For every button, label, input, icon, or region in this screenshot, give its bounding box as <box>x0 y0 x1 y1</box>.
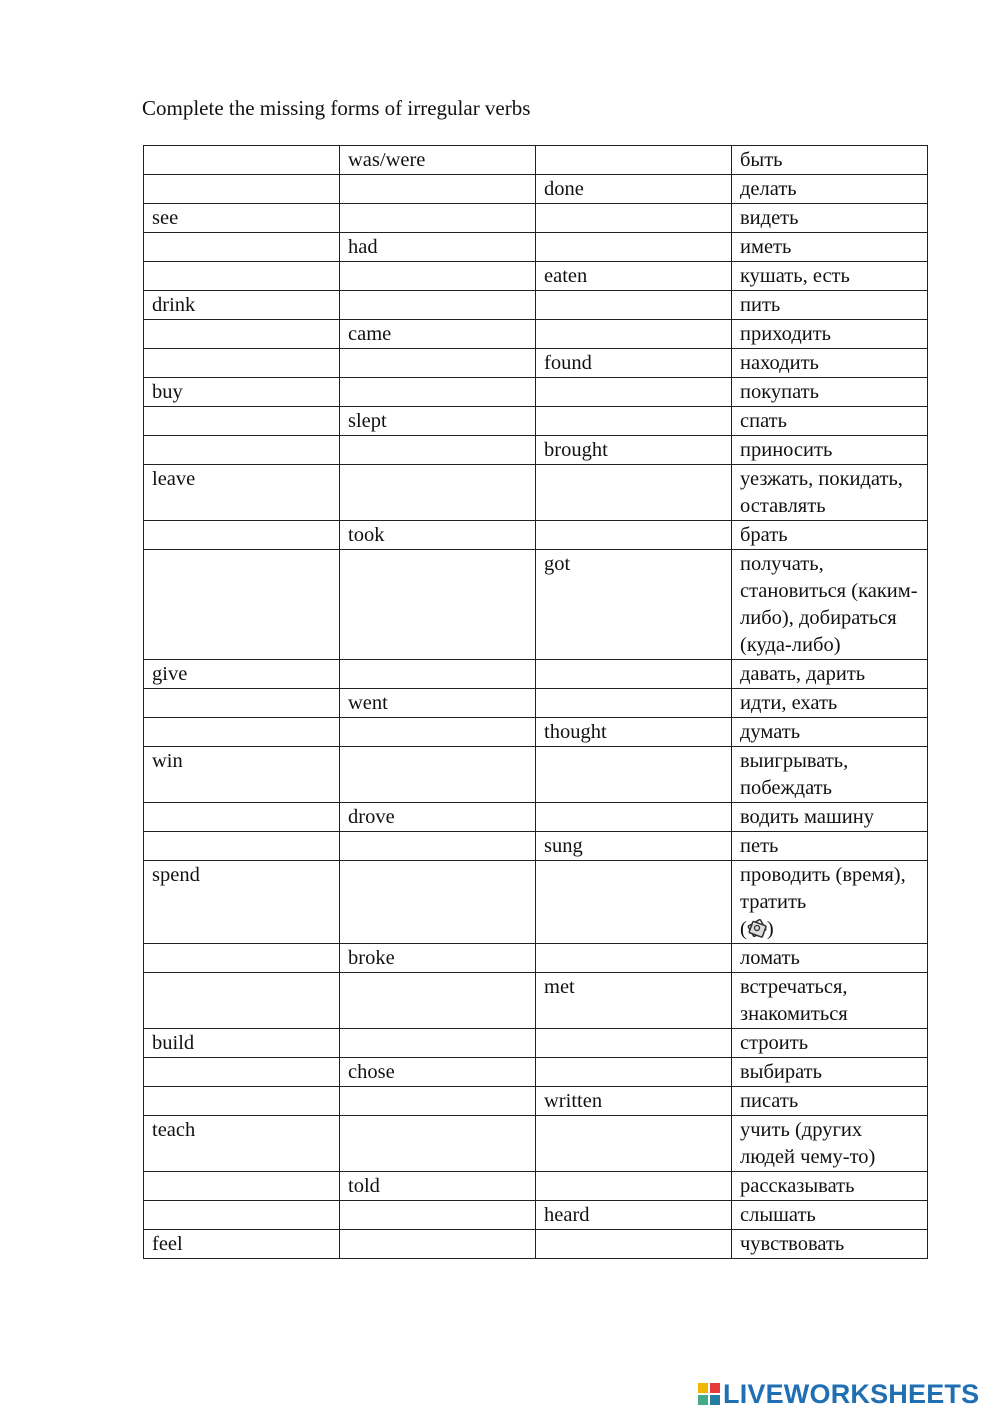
past-participle-text: heard <box>544 1204 590 1226</box>
translation-cell <box>732 1230 928 1259</box>
past-participle-cell[interactable] <box>536 803 732 832</box>
base-form-cell <box>144 1029 340 1058</box>
money-icon <box>747 918 767 938</box>
base-form-cell[interactable] <box>144 689 340 718</box>
past-participle-cell[interactable] <box>536 521 732 550</box>
table-row <box>144 1201 928 1230</box>
translation-text: думать <box>740 721 801 743</box>
translation-text: идти, ехать <box>740 692 838 714</box>
table-row <box>144 320 928 349</box>
translation-text: делать <box>740 178 797 200</box>
table-row <box>144 349 928 378</box>
past-participle-text: done <box>544 178 584 200</box>
past-simple-cell <box>340 1058 536 1087</box>
translation-cell <box>732 689 928 718</box>
translation-text: иметь <box>740 236 792 258</box>
past-simple-cell <box>340 320 536 349</box>
translation-text: встречаться, знакомиться <box>740 976 848 1025</box>
translation-text: строить <box>740 1032 809 1054</box>
base-form-text: buy <box>152 381 183 403</box>
translation-cell <box>732 436 928 465</box>
base-form-text: give <box>152 663 188 685</box>
translation-cell <box>732 944 928 973</box>
translation-cell <box>732 320 928 349</box>
table-row <box>144 1087 928 1116</box>
past-participle-text: brought <box>544 439 608 461</box>
base-form-cell <box>144 861 340 944</box>
past-simple-text: had <box>348 236 378 258</box>
table-row <box>144 1116 928 1172</box>
past-simple-cell[interactable] <box>340 349 536 378</box>
translation-text: находить <box>740 352 819 374</box>
past-simple-cell[interactable] <box>340 262 536 291</box>
translation-cell <box>732 262 928 291</box>
past-simple-cell[interactable] <box>340 1230 536 1259</box>
translation-text: выигрывать, побеждать <box>740 750 849 799</box>
table-row <box>144 973 928 1029</box>
translation-text: видеть <box>740 207 799 229</box>
translation-cell: проводить (время), тратить ( ) <box>732 861 928 944</box>
table-row <box>144 1172 928 1201</box>
table-row <box>144 689 928 718</box>
table-row <box>144 747 928 803</box>
translation-text: чувствовать <box>740 1233 845 1255</box>
past-simple-cell[interactable] <box>340 1116 536 1172</box>
base-form-cell[interactable] <box>144 146 340 175</box>
past-simple-cell <box>340 233 536 262</box>
table-row <box>144 378 928 407</box>
past-participle-text: got <box>544 553 571 575</box>
past-participle-cell[interactable] <box>536 689 732 718</box>
past-simple-text: chose <box>348 1061 395 1083</box>
base-form-cell <box>144 291 340 320</box>
translation-cell <box>732 550 928 660</box>
translation-cell <box>732 1201 928 1230</box>
base-form-cell <box>144 465 340 521</box>
base-form-text: leave <box>152 468 196 490</box>
past-simple-text: drove <box>348 806 395 828</box>
translation-text: давать, дарить <box>740 663 866 685</box>
translation-cell <box>732 175 928 204</box>
past-simple-cell <box>340 407 536 436</box>
base-form-cell[interactable] <box>144 1201 340 1230</box>
past-participle-cell <box>536 832 732 861</box>
translation-text: спать <box>740 410 787 432</box>
base-form-cell[interactable] <box>144 718 340 747</box>
translation-text: выбирать <box>740 1061 822 1083</box>
past-participle-cell <box>536 436 732 465</box>
table-row <box>144 803 928 832</box>
translation-text: получать, становиться (каким-либо), добираться (куда-либо) <box>740 553 918 656</box>
past-participle-cell[interactable] <box>536 320 732 349</box>
past-participle-text: written <box>544 1090 603 1112</box>
base-form-cell <box>144 204 340 233</box>
past-participle-cell[interactable] <box>536 1058 732 1087</box>
translation-cell <box>732 973 928 1029</box>
base-form-text: teach <box>152 1119 196 1141</box>
translation-cell <box>732 1087 928 1116</box>
base-form-cell[interactable] <box>144 233 340 262</box>
table-row <box>144 465 928 521</box>
base-form-text: build <box>152 1032 195 1054</box>
base-form-cell <box>144 747 340 803</box>
irregular-verbs-table <box>143 145 928 1259</box>
past-simple-cell[interactable] <box>340 718 536 747</box>
translation-cell <box>732 204 928 233</box>
translation-cell <box>732 1172 928 1201</box>
translation-cell <box>732 1029 928 1058</box>
base-form-text: drink <box>152 294 196 316</box>
past-simple-text: was/were <box>348 149 426 171</box>
past-participle-cell[interactable] <box>536 291 732 320</box>
past-participle-cell <box>536 1201 732 1230</box>
base-form-cell[interactable] <box>144 320 340 349</box>
base-form-cell <box>144 378 340 407</box>
translation-cell <box>732 660 928 689</box>
past-simple-cell <box>340 803 536 832</box>
base-form-text: spend <box>152 864 200 886</box>
base-form-cell <box>144 660 340 689</box>
past-simple-cell[interactable] <box>340 436 536 465</box>
worksheet-title: Complete the missing forms of irregular verbs <box>142 96 531 120</box>
past-participle-cell <box>536 550 732 660</box>
past-simple-cell <box>340 689 536 718</box>
translation-cell <box>732 521 928 550</box>
liveworksheets-logo-icon <box>697 1382 721 1406</box>
base-form-cell[interactable] <box>144 436 340 465</box>
translation-text: ломать <box>740 947 800 969</box>
past-simple-cell <box>340 146 536 175</box>
translation-cell <box>732 747 928 803</box>
base-form-text: feel <box>152 1233 183 1255</box>
translation-cell <box>732 233 928 262</box>
past-simple-text: came <box>348 323 392 345</box>
past-participle-cell <box>536 262 732 291</box>
past-participle-text: met <box>544 976 575 998</box>
past-participle-cell <box>536 175 732 204</box>
translation-cell <box>732 146 928 175</box>
past-simple-cell[interactable] <box>340 747 536 803</box>
table-row <box>144 1029 928 1058</box>
base-form-cell[interactable] <box>144 521 340 550</box>
past-simple-cell[interactable] <box>340 973 536 1029</box>
past-simple-text: took <box>348 524 385 546</box>
past-simple-cell[interactable] <box>340 378 536 407</box>
translation-text: приносить <box>740 439 833 461</box>
base-form-cell[interactable] <box>144 944 340 973</box>
table-row <box>144 660 928 689</box>
translation-text: писать <box>740 1090 799 1112</box>
past-simple-cell <box>340 1172 536 1201</box>
base-form-cell[interactable] <box>144 262 340 291</box>
table-row <box>144 832 928 861</box>
table-row <box>144 407 928 436</box>
translation-text: быть <box>740 149 783 171</box>
past-simple-text: told <box>348 1175 380 1197</box>
table-row <box>144 1230 928 1259</box>
past-participle-cell <box>536 349 732 378</box>
translation-cell <box>732 465 928 521</box>
table-row <box>144 861 928 944</box>
table-row <box>144 436 928 465</box>
past-participle-cell[interactable] <box>536 146 732 175</box>
base-form-text: win <box>152 750 183 772</box>
translation-cell <box>732 291 928 320</box>
table-row <box>144 521 928 550</box>
past-participle-cell[interactable] <box>536 465 732 521</box>
past-participle-text: eaten <box>544 265 588 287</box>
past-simple-cell[interactable] <box>340 175 536 204</box>
table-row <box>144 233 928 262</box>
past-participle-cell[interactable] <box>536 1172 732 1201</box>
table-row <box>144 718 928 747</box>
table-row <box>144 291 928 320</box>
translation-text: приходить <box>740 323 832 345</box>
base-form-text: see <box>152 207 179 229</box>
table-row <box>144 146 928 175</box>
past-participle-cell[interactable] <box>536 233 732 262</box>
base-form-cell <box>144 1230 340 1259</box>
past-participle-cell <box>536 718 732 747</box>
past-simple-text: broke <box>348 947 395 969</box>
past-participle-text: found <box>544 352 592 374</box>
base-form-cell[interactable] <box>144 1087 340 1116</box>
base-form-cell <box>144 1116 340 1172</box>
past-simple-cell <box>340 944 536 973</box>
past-participle-cell[interactable] <box>536 747 732 803</box>
table-row <box>144 175 928 204</box>
base-form-cell[interactable] <box>144 1058 340 1087</box>
past-participle-cell[interactable] <box>536 204 732 233</box>
past-participle-cell[interactable] <box>536 407 732 436</box>
past-simple-cell[interactable] <box>340 1029 536 1058</box>
past-simple-cell[interactable] <box>340 465 536 521</box>
base-form-cell[interactable] <box>144 973 340 1029</box>
translation-text: брать <box>740 524 788 546</box>
past-simple-cell[interactable] <box>340 550 536 660</box>
past-simple-text: went <box>348 692 388 714</box>
past-participle-cell[interactable] <box>536 1029 732 1058</box>
past-participle-cell <box>536 973 732 1029</box>
translation-text: уезжать, покидать, оставлять <box>740 468 903 517</box>
past-simple-cell <box>340 521 536 550</box>
past-participle-cell[interactable] <box>536 660 732 689</box>
translation-cell <box>732 349 928 378</box>
translation-cell <box>732 378 928 407</box>
past-simple-cell[interactable] <box>340 832 536 861</box>
past-participle-text: sung <box>544 835 583 857</box>
table-row <box>144 1058 928 1087</box>
past-simple-cell[interactable] <box>340 291 536 320</box>
past-simple-cell[interactable] <box>340 204 536 233</box>
past-simple-cell[interactable] <box>340 1201 536 1230</box>
translation-text: покупать <box>740 381 819 403</box>
past-participle-cell[interactable] <box>536 1230 732 1259</box>
liveworksheets-logo <box>697 1379 979 1409</box>
translation-cell <box>732 803 928 832</box>
past-participle-cell[interactable] <box>536 861 732 944</box>
past-participle-cell[interactable] <box>536 1116 732 1172</box>
translation-text: водить машину <box>740 806 874 828</box>
translation-text: проводить (время), тратить <box>740 864 906 913</box>
translation-text: учить (других людей чему-то) <box>740 1119 876 1168</box>
base-form-cell[interactable] <box>144 832 340 861</box>
past-simple-cell[interactable] <box>340 1087 536 1116</box>
table-row <box>144 550 928 660</box>
translation-cell <box>732 1058 928 1087</box>
past-participle-cell <box>536 1087 732 1116</box>
translation-cell <box>732 718 928 747</box>
logo-text: LIVEWORKSHEETS <box>723 1378 980 1409</box>
translation-text: петь <box>740 835 779 857</box>
past-participle-cell[interactable] <box>536 378 732 407</box>
table-row <box>144 262 928 291</box>
table-row <box>144 204 928 233</box>
base-form-cell[interactable] <box>144 550 340 660</box>
translation-text: рассказывать <box>740 1175 855 1197</box>
table-row <box>144 944 928 973</box>
past-participle-cell[interactable] <box>536 944 732 973</box>
translation-cell <box>732 832 928 861</box>
past-simple-text: slept <box>348 410 387 432</box>
base-form-cell[interactable] <box>144 407 340 436</box>
translation-cell <box>732 407 928 436</box>
past-simple-cell[interactable] <box>340 660 536 689</box>
past-simple-cell[interactable] <box>340 861 536 944</box>
base-form-cell[interactable] <box>144 803 340 832</box>
base-form-cell[interactable] <box>144 1172 340 1201</box>
translation-tail-text: ) <box>766 918 774 940</box>
translation-text: слышать <box>740 1204 816 1226</box>
translation-cell <box>732 1116 928 1172</box>
base-form-cell[interactable] <box>144 175 340 204</box>
translation-text: пить <box>740 294 781 316</box>
translation-text: кушать, есть <box>740 265 850 287</box>
base-form-cell[interactable] <box>144 349 340 378</box>
past-participle-text: thought <box>544 721 607 743</box>
